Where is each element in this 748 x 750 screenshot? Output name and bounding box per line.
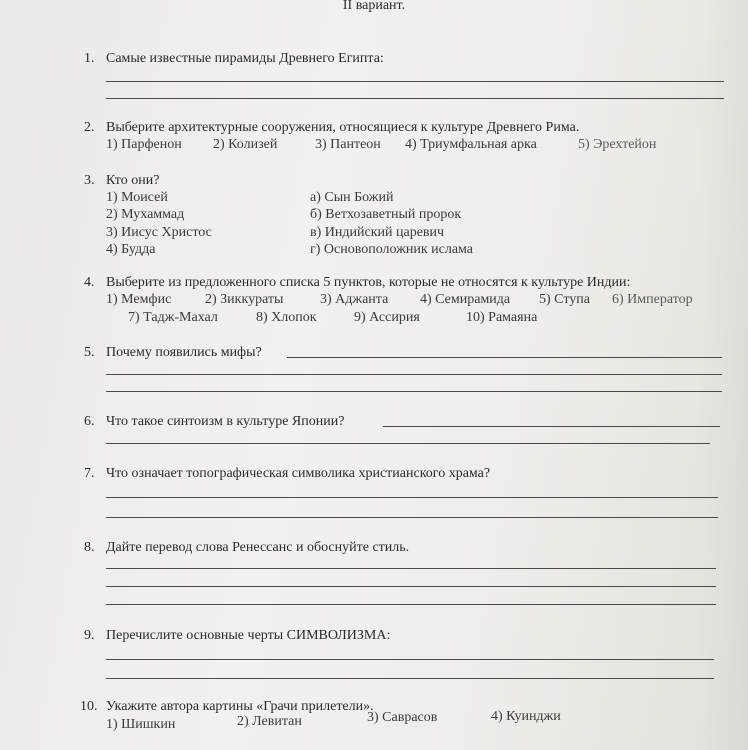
question-number: 5. (84, 345, 95, 360)
answer-line[interactable] (106, 678, 714, 679)
answer-line[interactable] (106, 517, 718, 518)
question-10 (80, 699, 374, 715)
answer-line[interactable] (106, 659, 714, 660)
match-left-item: 1) Моисей (106, 190, 168, 205)
option-item: 4) Триумфальная арка (405, 137, 537, 152)
question-number: 1. (84, 51, 95, 66)
question-text: Укажите автора картины «Грачи прилетели». (106, 699, 374, 714)
question-4 (84, 275, 630, 291)
match-right-item: г) Основоположник ислама (310, 242, 474, 257)
question-8 (84, 540, 409, 556)
question-5 (84, 345, 262, 361)
option-item: 7) Тадж-Махал (128, 310, 218, 325)
question-number: 6. (84, 414, 95, 429)
question-number: 7. (84, 466, 95, 481)
answer-line[interactable] (106, 391, 722, 392)
question-text: Что означает топографическая символика христианского храма? (106, 466, 491, 481)
option-item: 5) Эрехтейон (578, 137, 657, 152)
option-item: 3) Аджанта (320, 292, 389, 307)
match-left-item: 3) Иисус Христос (106, 225, 212, 240)
option-item: 1) Мемфис (106, 292, 172, 307)
page-title: II вариант. (342, 0, 406, 13)
option-item: 1) Шишкин (106, 717, 176, 732)
option-item: 3) Саврасов (367, 710, 438, 725)
option-item: 8) Хлопок (256, 310, 317, 325)
option-item: 2) Зиккураты (205, 292, 284, 307)
answer-line[interactable] (106, 98, 724, 99)
question-text: Что такое синтоизм в культуре Японии? (106, 414, 345, 429)
question-3 (84, 173, 159, 189)
question-number: 3. (84, 173, 95, 188)
question-number: 2. (84, 120, 95, 135)
option-item: 2) Колизей (213, 137, 278, 152)
answer-line[interactable] (383, 426, 720, 427)
question-number: 9. (84, 628, 95, 643)
option-item: 4) Семирамида (420, 292, 511, 307)
answer-line[interactable] (106, 497, 718, 498)
question-2 (84, 120, 579, 136)
question-text: Самые известные пирамиды Древнего Египта: (106, 51, 384, 66)
question-number: 10. (80, 699, 98, 714)
match-right-item: б) Ветхозаветный пророк (310, 207, 462, 222)
option-item: 9) Ассирия (354, 310, 420, 325)
question-text: Выберите архитектурные сооружения, относящиеся к культуре Древнего Рима. (106, 120, 580, 135)
option-item: 1) Парфенон (106, 137, 182, 152)
match-left-item: 4) Будда (106, 242, 156, 257)
option-item: 2) Левитан (237, 714, 302, 729)
option-item: 10) Рамаяна (466, 310, 538, 325)
match-right-item: в) Индийский царевич (310, 225, 445, 240)
question-text: Почему появились мифы? (106, 345, 262, 360)
question-text: Дайте перевод слова Ренессанс и обоснуйте стиль. (106, 540, 410, 555)
answer-line[interactable] (106, 81, 724, 82)
option-item: 5) Ступа (539, 292, 590, 307)
match-left-item: 2) Мухаммад (106, 207, 185, 222)
page-shadow (698, 0, 748, 750)
question-number: 4. (84, 275, 95, 290)
option-item: 6) Император (612, 292, 693, 307)
question-9 (84, 628, 390, 644)
question-text: Выберите из предложенного списка 5 пунктов, которые не относятся к культуре Индии: (106, 275, 631, 290)
answer-line[interactable] (106, 604, 716, 605)
answer-line[interactable] (106, 586, 716, 587)
question-number: 8. (84, 540, 95, 555)
answer-line[interactable] (287, 357, 722, 358)
option-item: 4) Куинджи (491, 709, 561, 724)
question-text: Перечислите основные черты СИМВОЛИЗМА: (106, 628, 391, 643)
match-right-item: а) Сын Божий (310, 190, 394, 205)
question-7 (84, 466, 490, 482)
answer-line[interactable] (106, 443, 710, 444)
question-6 (84, 414, 344, 430)
question-text: Кто они? (106, 173, 160, 188)
question-1 (84, 51, 384, 67)
option-item: 3) Пантеон (315, 137, 381, 152)
answer-line[interactable] (106, 374, 722, 375)
answer-line[interactable] (106, 568, 716, 569)
